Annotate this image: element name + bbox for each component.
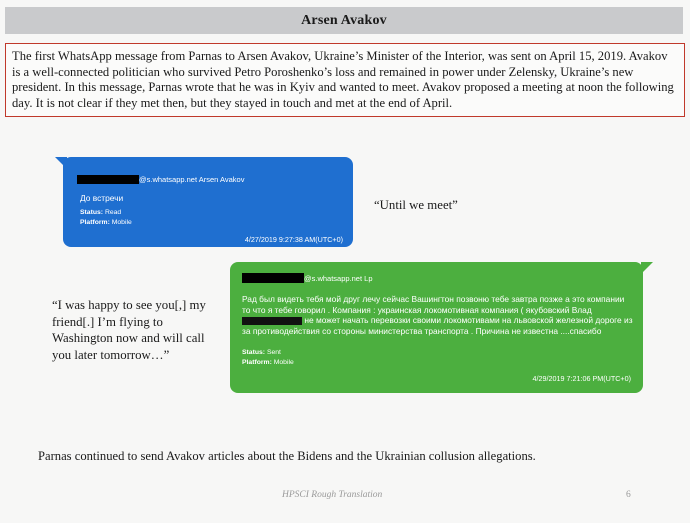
redaction-block — [242, 317, 302, 325]
message-sender: @s.whatsapp.net Lp — [304, 273, 373, 283]
message-sender-row — [242, 273, 373, 283]
message-sender-row — [77, 175, 244, 184]
summary-text: The first WhatsApp message from Parnas to Arsen Avakov, Ukraine’s Minister of the Interior, was sent on April 15, 2019. Avakov is a well-connected politician who survived Petro Poroshenko’s loss and remained in power under Zelensky, Ukraine’s new president. In this message, Parnas wrote that he was in Kyiv and wanted to meet. Avakov proposed a meeting at noon the following day. It is not clear if they met then, but they stayed in touch and met at the end of April. — [12, 49, 674, 111]
message-text: До встречи — [80, 193, 124, 203]
message-timestamp: 4/27/2019 9:27:38 AM(UTC+0) — [244, 235, 343, 244]
redaction-block — [77, 175, 139, 184]
message-platform: Platform: Mobile — [242, 359, 294, 366]
message-bubble-avakov — [63, 157, 353, 247]
redaction-block — [242, 273, 304, 283]
message-bubble-parnas — [230, 262, 643, 393]
closing-paragraph: Parnas continued to send Avakov articles about the Bidens and the Ukrainian collusion allegations. — [38, 449, 536, 463]
section-title-text: Arsen Avakov — [301, 12, 387, 28]
message-status: Status: Sent — [242, 349, 281, 356]
translation-quote-2: “I was happy to see you[,] my friend[.] I’m flying to Washington now and will call you later tomorrow…” — [52, 298, 206, 362]
message-sender: @s.whatsapp.net Arsen Avakov — [139, 175, 245, 184]
page-number: 6 — [626, 490, 631, 500]
message-timestamp: 4/29/2019 7:21:06 PM(UTC+0) — [532, 374, 631, 383]
translation-quote-1: “Until we meet” — [374, 198, 458, 212]
message-status: Status: Read — [80, 209, 122, 216]
message-text: Рад был видеть тебя мой друг лечу сейчас Вашингтон позвоню тебе завтра позже а это компании то что я тебе говорил . Компания : украинская локомотивная компания ( якубовский Влад не может начать перевозки своими локомотивами на львовской железной дороге из за противодействия со стороны министерства транспорта . Причина не известна ....спасибо — [242, 294, 633, 336]
section-title — [5, 7, 683, 34]
summary-box — [5, 43, 685, 117]
message-platform: Platform: Mobile — [80, 219, 132, 226]
footer-label: HPSCI Rough Translation — [282, 490, 383, 500]
